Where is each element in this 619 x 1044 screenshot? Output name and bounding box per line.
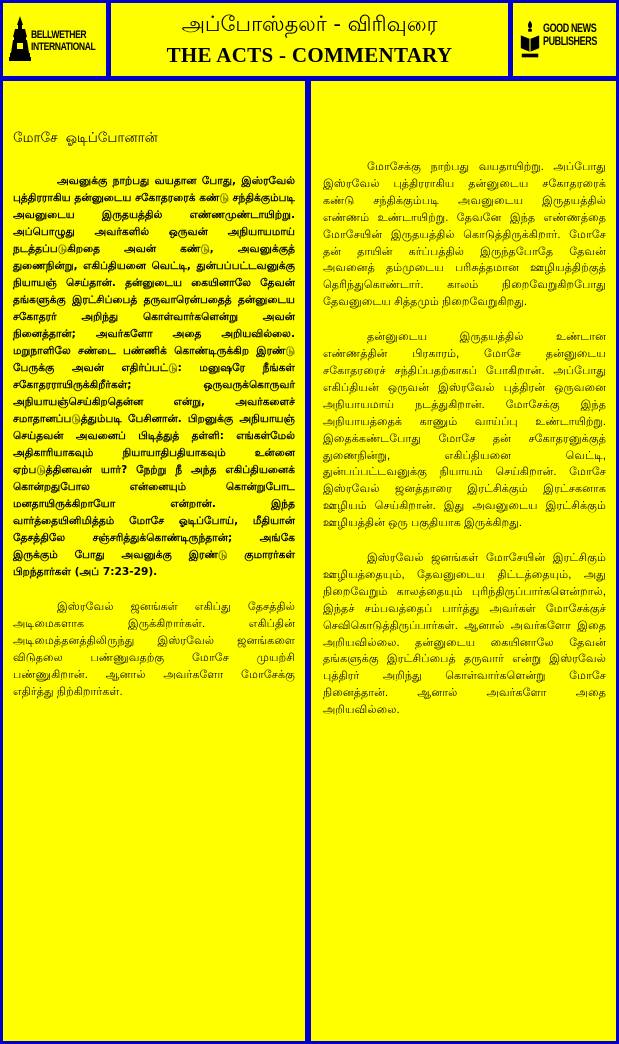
book-lamp-icon: [519, 15, 541, 63]
commentary-paragraph: இஸ்ரவேல் ஜனங்கள் மோசேயின் இரட்சிகும் ஊழியத்தையும், தேவனுடைய திட்டத்தையும், அது நிறைவேறும் காலத்தையும் புரிந்திருப்பார்களென்றால், இந்தச் சம்பவத்தைப் பார்த்து அவர்கள் மோசேக்குச் செவிகொடுத்திருப்பார்கள். ஆனால் அவர்களோ இதை அறியவில்லை. தன்னுடைய கையினாலே தேவன் தங்களுக்கு இரட்சிப்பைத் தருவார் என்று இஸ்ரவேல் புத்திரர் அறிந்து கொள்வார்களென்று மோசே நினைத்தான். ஆனால் அவர்களோ அதை அறியவில்லை.: [323, 552, 606, 717]
header-title-panel: [111, 3, 508, 76]
good-news-logo-text: GOOD NEWS PUBLISHERS: [543, 23, 597, 48]
left-column: [3, 81, 305, 1041]
bell-tower-icon: [9, 15, 31, 63]
page-title-tamil: அப்போஸ்தலர் - விரிவுரை: [181, 12, 438, 36]
bellwether-logo: [9, 15, 101, 65]
page-title-english: THE ACTS - COMMENTARY: [166, 43, 453, 67]
commentary-paragraph: தன்னுடைய இருதயத்தில் உண்டான எண்ணத்தின் பிரகாரம், மோசே தன்னுடைய சகோதரரைச் சந்திப்பதற்காகப் போகிறான். அப்போது எகிப்தியன் ஒருவன் இஸ்ரவேல் புத்திரன் ஒருவனை அநியாயமாய் நடத்துகிறான். மோசேக்கு இந்த அநியாயத்தைக் காணும் வாய்ப்பு உண்டாயிற்று. இதைக்கண்டபோது மோசே தன் சகோதரனுக்குத் துணைநின்று, எகிப்தியனை வெட்டி, துன்பப்பட்டவனுக்கு நியாயம் செய்கிறான். மோசே இஸ்ரவேல் ஜனத்தாரை இரட்சிக்கும் இரட்சகனாக ஊழியம் செய்கிறான். இது அவனுடைய இரட்சிக்கும் ஊழியத்தின் ஒரு பகுதியாக இருக்கிறது.: [323, 331, 606, 530]
good-news-logo: [519, 15, 611, 65]
right-column: [311, 81, 616, 1041]
bible-quote: அவனுக்கு நாற்பது வயதான போது, இஸ்ரவேல் புத்திரராகிய தன்னுடைய சகோதரரைக் கண்டு சந்திக்கும்படி அவனுடைய இருதயத்தில் எண்ணமுண்டாயிற்று. அப்பொழுது அவர்களில் ஒருவன் அநியாயமாய் நடத்தப்படுகிறதை அவன் கண்டு, அவனுக்குத் துணைநின்று, எகிப்தியனை வெட்டி, துன்பப்பட்டவனுக்கு நியாயஞ் செய்தான். தன்னுடைய கையினாலே தேவன் தங்களுக்கு இரட்சிப்பைத் தருவாரென்பதைத் தன்னுடைய சகோதரர் அறிந்து கொள்வார்களென்று அவன் நினைத்தான்; அவர்களோ அதை அறியவில்லை. மறுநாளிலே சண்டை பண்ணிக் கொண்டிருக்கிற இரண்டு பேருக்கு அவன் எதிர்ப்பட்டு: மனுஷரே நீங்கள் சகோதரராயிருக்கிறீர்கள்; ஒருவருக்கொருவர் அநியாயஞ்செய்கிறதென்ன என்று, அவர்களைச் சமாதானப்படுத்தும்படி பேசினான். பிறனுக்கு அநியாயஞ் செய்தவன் அவனைப் பிடித்துத் தள்ளி: எங்கள்மேல் அதிகாரியாகவும் நியாயாதிபதியாகவும் உன்னை ஏற்படுத்தினவன் யார்? நேற்று நீ அந்த எகிப்தியனைக் கொன்றதுபோல என்னையும் கொன்றுபோட மனதாயிருக்கிறாயோ என்றான். இந்த வார்த்தையினிமித்தம் மோசே ஓடிப்போய், மீதியான் தேசத்திலே சஞ்சரித்துக்கொண்டிருந்தான்; அங்கே இருக்கும் போது அவனுக்கு இரண்டு குமாரர்கள் பிறந்தார்கள் (அப் 7:23-29).: [13, 175, 295, 578]
commentary-paragraph: இஸ்ரவேல் ஜனங்கள் எகிப்து தேசத்தில் அடிமைகளாக இருக்கிறார்கள். எகிப்தின் அடிமைத்தனத்திலிருந்து இஸ்ரவேல் ஜனங்களை விடுதலை பண்ணுவதற்கு மோசே முயற்சி பண்ணுகிறான். ஆனால் அவர்களோ மோசேக்கு எதிர்த்து நிற்கிறார்கள்.: [13, 601, 295, 698]
section-title: மோசே ஓடிப்போனான்: [13, 130, 158, 146]
bellwether-logo-text: BELLWETHER INTERNATIONAL: [31, 29, 96, 53]
good-news-logo-panel: [513, 3, 616, 76]
bellwether-logo-panel: [3, 3, 106, 76]
commentary-paragraph: மோசேக்கு நாற்பது வயதாயிற்று. அப்போது இஸ்ரவேல் புத்திரராகிய தன்னுடைய சகோதரரைக் கண்டு சந்திக்கும்படி அவனுடைய இருதயத்தில் எண்ணம் உண்டாயிற்று. தேவனே இந்த எண்ணத்தை மோசேயின் இருதயத்தில் கொடுத்திருக்கிறார். மோசே தன் தாயின் கர்ப்பத்தில் இருந்தபோதே தேவன் அவனைத் தம்முடைய பரிசுத்தமான ஊழியத்திற்குத் தெரிந்துகொண்டார். காலம் நிறைவேறுகிறபோது தேவனுடைய சித்தமும் நிறைவேறுகிறது.: [323, 161, 606, 309]
